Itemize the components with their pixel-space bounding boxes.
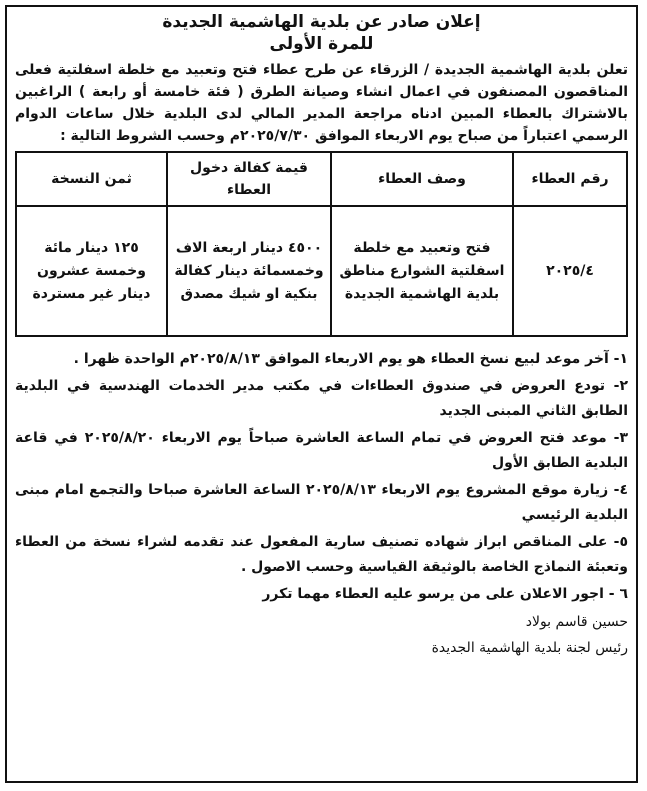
table-row (16, 206, 627, 336)
condition-item: ٦ - اجور الاعلان على من يرسو عليه العطاء مهما تكرر (262, 586, 628, 602)
header-copy-price: ثمن النسخة (16, 152, 167, 206)
condition-item: ٢- تودع العروض في صندوق العطاءات في مكتب مدير الخدمات الهندسية في البلدية الطابق الثاني المبنى الجديد (15, 378, 628, 419)
cell-tender-description: فتح وتعبيد مع خلطة اسفلتية الشوارع مناطق بلدية الهاشمية الجديدة (331, 206, 513, 336)
announcement-title: إعلان صادر عن بلدية الهاشمية الجديدة (162, 12, 481, 32)
header-tender-description: وصف العطاء (331, 152, 513, 206)
signatory-name: حسين قاسم بولاد (525, 614, 628, 630)
cell-copy-price: ١٢٥ دينار مائة وخمسة عشرون دينار غير مستردة (16, 206, 167, 336)
intro-paragraph: تعلن بلدية الهاشمية الجديدة / الزرقاء عن طرح عطاء فتح وتعبيد مع خلطة اسفلتية فعلى المناقصون المصنفون في اعمال انشاء وصيانة الطرق ( فئة خامسة أو رابعة ) الراغبين بالاشتراك بالعطاء المبين ادناه مراجعة المدير المالي لدى البلدية خلال ساعات الدوام الرسمي اعتباراً من صباح يوم الاربعاء الموافق ٢٠٢٥/٧/٣٠م وحسب الشروط التالية : (15, 62, 628, 144)
header-guarantee-value: قيمة كفالة دخول العطاء (167, 152, 331, 206)
signatory-position: رئيس لجنة بلدية الهاشمية الجديدة (431, 640, 628, 656)
header-tender-number: رقم العطاء (513, 152, 627, 206)
condition-item: ٤- زيارة موقع المشروع يوم الاربعاء ٢٠٢٥/٨/١٣ الساعة العاشرة صباحا والتجمع امام مبنى البلدية الرئيسي (15, 482, 628, 523)
cell-guarantee-value: ٤٥٠٠ دينار اربعة الاف وخمسمائة دينار كفالة بنكية او شيك مصدق (167, 206, 331, 336)
condition-item: ٣- موعد فتح العروض في تمام الساعة العاشرة صباحاً يوم الاربعاء ٢٠٢٥/٨/٢٠ في قاعة البلدية الطابق الأول (15, 430, 628, 471)
table-header-row (16, 152, 627, 206)
condition-item: ٥- على المناقص ابراز شهاده تصنيف سارية المفعول عند تقدمه لشراء نسخة من العطاء وتعبئة النماذج الخاصة بالوثيقة القياسية وحسب الاصول . (15, 534, 628, 575)
announcement-subtitle: للمرة الأولى (269, 34, 374, 54)
tender-table (15, 151, 628, 337)
announcement-frame (5, 5, 638, 783)
conditions-list (15, 347, 628, 607)
condition-item: ١- آخر موعد لبيع نسخ العطاء هو يوم الاربعاء الموافق ٢٠٢٥/٨/١٣م الواحدة ظهرا . (73, 351, 628, 367)
signature-block (15, 609, 628, 661)
cell-tender-number: ٢٠٢٥/٤ (513, 206, 627, 336)
